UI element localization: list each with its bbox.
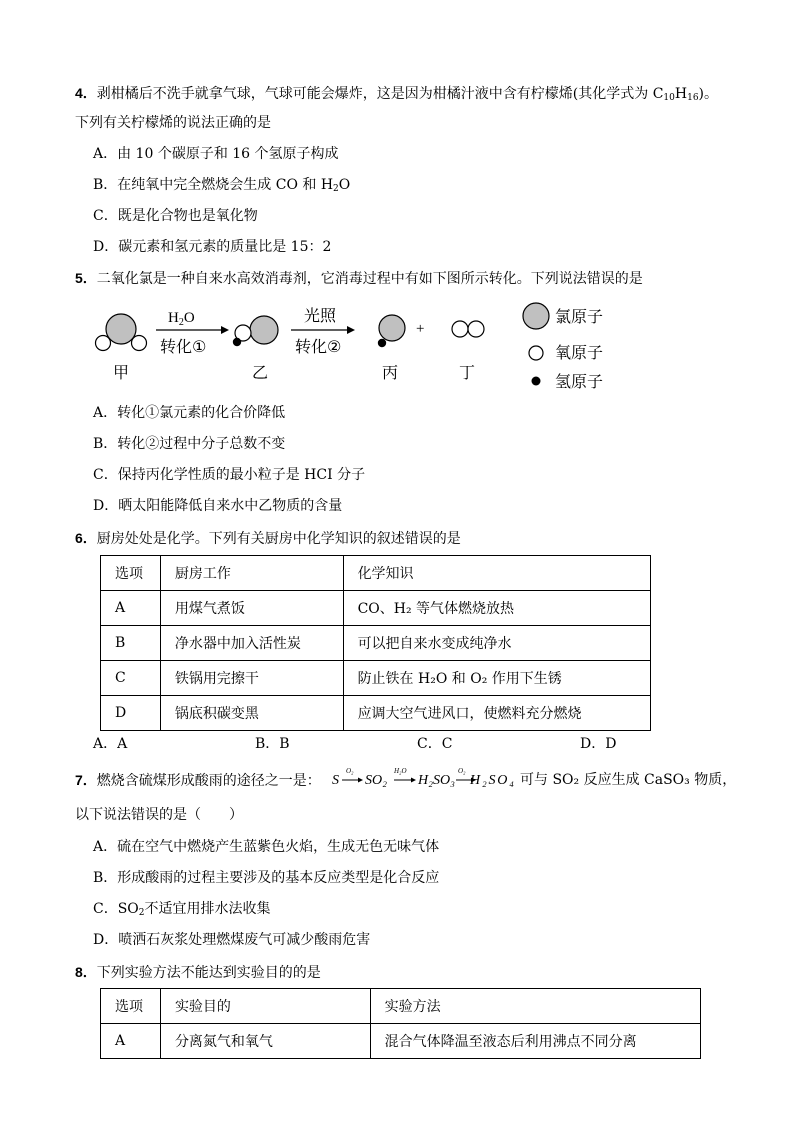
table-cell: 分离氮气和氧气 <box>160 1024 370 1059</box>
table-cell: 防止铁在 H₂O 和 O₂ 作用下生锈 <box>343 661 650 696</box>
table-header: 实验目的 <box>160 989 370 1024</box>
arrow-1-label-top: $H_2O$ <box>168 310 195 328</box>
q6-option-b: B．B <box>255 736 290 752</box>
arrow-2-label-top: 光照 <box>304 306 337 325</box>
q4-option-a: A．由 10 个碳原子和 16 个氢原子构成 <box>93 146 339 162</box>
table-cell: CO、H₂ 等气体燃烧放热 <box>343 591 650 626</box>
label-yi: 乙 <box>252 363 269 382</box>
svg-text:O₂: O₂ <box>346 767 354 775</box>
q4-stem-line2: 下列有关柠檬烯的说法正确的是 <box>75 115 271 131</box>
svg-text:S: S <box>332 773 339 788</box>
table-cell: A <box>101 591 161 626</box>
q7-stem-line1: 7．燃烧含硫煤形成酸雨的途径之一是： <box>75 772 321 789</box>
table-cell: 净水器中加入活性炭 <box>160 626 343 661</box>
q7-stem-line1-end: 可与 SO₂ 反应生成 CaSO₃ 物质， <box>520 772 737 788</box>
q6-option-c: C．C <box>417 736 453 752</box>
table-row <box>101 696 651 731</box>
table-header: 实验方法 <box>370 989 700 1024</box>
q7-stem-line2: 以下说法错误的是（ ） <box>75 807 243 823</box>
q6-number: 6． <box>75 530 97 546</box>
molecule-transformation-diagram <box>90 298 630 398</box>
q4-option-b: B．在纯氧中完全燃烧会生成 CO 和 $H_2O$ <box>93 177 351 194</box>
table-header-row <box>101 556 651 591</box>
arrow-2-label-bottom: 转化② <box>295 337 342 356</box>
table-header-row <box>101 989 701 1024</box>
q6-stem: 6．厨房处处是化学。下列有关厨房中化学知识的叙述错误的是 <box>75 530 461 547</box>
svg-text:H₂SO₄: H₂SO₄ <box>470 773 514 788</box>
table-header: 选项 <box>101 556 161 591</box>
q4-option-c: C．既是化合物也是氧化物 <box>93 208 258 224</box>
label-ding: 丁 <box>459 363 476 382</box>
q7-number: 7． <box>75 772 97 788</box>
table-cell: 用煤气煮饭 <box>160 591 343 626</box>
q5-option-d: D．晒太阳能降低自来水中乙物质的含量 <box>93 498 343 514</box>
legend-hydrogen-icon <box>532 377 541 386</box>
q6-table <box>100 555 651 731</box>
table-cell: D <box>101 696 161 731</box>
q4-stem-line1: 4．剥柑橘后不洗手就拿气球，气球可能会爆炸，这是因为柑橘汁液中含有柠檬烯(其化学式为 $C_{10}H_{16}$)。 <box>75 85 719 103</box>
table-cell: 铁锅用完擦干 <box>160 661 343 696</box>
q7-option-a: A．硫在空气中燃烧产生蓝紫色火焰，生成无色无味气体 <box>93 839 440 855</box>
table-cell: B <box>101 626 161 661</box>
q5-option-b: B．转化②过程中分子总数不变 <box>93 436 286 452</box>
q5-stem: 5．二氧化氯是一种自来水高效消毒剂，它消毒过程中有如下图所示转化。下列说法错误的是 <box>75 270 643 287</box>
molecule-jia <box>96 314 147 351</box>
table-cell: A <box>101 1024 161 1059</box>
table-header: 厨房工作 <box>160 556 343 591</box>
table-cell: 可以把自来水变成纯净水 <box>343 626 650 661</box>
table-header: 选项 <box>101 989 161 1024</box>
legend-oxygen-icon <box>529 346 543 360</box>
molecule-yi <box>233 316 278 346</box>
q4-number: 4． <box>75 85 97 101</box>
legend-hydrogen: 氢原子 <box>555 372 604 391</box>
svg-text:H₂O: H₂O <box>394 767 407 775</box>
table-row <box>101 1024 701 1059</box>
q6-option-d: D．D <box>580 736 617 752</box>
table-row <box>101 661 651 696</box>
label-jia: 甲 <box>113 363 130 382</box>
table-cell: 混合气体降温至液态后利用沸点不同分离 <box>370 1024 700 1059</box>
q7-reaction-equation <box>330 760 515 794</box>
q8-stem: 8．下列实验方法不能达到实验目的的是 <box>75 964 321 981</box>
q7-option-c: C．$SO_2$不适宜用排水法收集 <box>93 901 271 918</box>
q8-number: 8． <box>75 964 97 980</box>
table-header: 化学知识 <box>343 556 650 591</box>
plus-sign: + <box>416 321 425 337</box>
svg-text:O₂: O₂ <box>458 767 466 775</box>
molecule-bing <box>378 315 405 347</box>
q5-option-c: C．保持丙化学性质的最小粒子是 HCI 分子 <box>93 467 366 483</box>
q5-option-a: A．转化①氯元素的化合价降低 <box>93 405 286 421</box>
molecule-ding <box>452 321 484 337</box>
legend-chlorine: 氯原子 <box>555 307 604 326</box>
legend-oxygen: 氧原子 <box>555 343 604 362</box>
q7-option-b: B．形成酸雨的过程主要涉及的基本反应类型是化合反应 <box>93 870 440 886</box>
legend-chlorine-icon <box>523 303 549 329</box>
arrow-1-label-bottom: 转化① <box>160 337 207 356</box>
table-row <box>101 591 651 626</box>
q6-option-a: A．A <box>93 736 128 752</box>
svg-text:SO₂: SO₂ <box>365 773 387 788</box>
table-cell: 锅底积碳变黑 <box>160 696 343 731</box>
table-row <box>101 626 651 661</box>
q7-option-d: D．喷洒石灰浆处理燃煤废气可减少酸雨危害 <box>93 932 371 948</box>
svg-text:H₂SO₃: H₂SO₃ <box>418 773 455 788</box>
table-cell: 应调大空气进风口，使燃料充分燃烧 <box>343 696 650 731</box>
q4-option-d: D．碳元素和氢元素的质量比是 15：2 <box>93 239 332 255</box>
table-cell: C <box>101 661 161 696</box>
q8-table <box>100 988 701 1059</box>
q5-number: 5． <box>75 270 97 286</box>
label-bing: 丙 <box>382 363 399 382</box>
